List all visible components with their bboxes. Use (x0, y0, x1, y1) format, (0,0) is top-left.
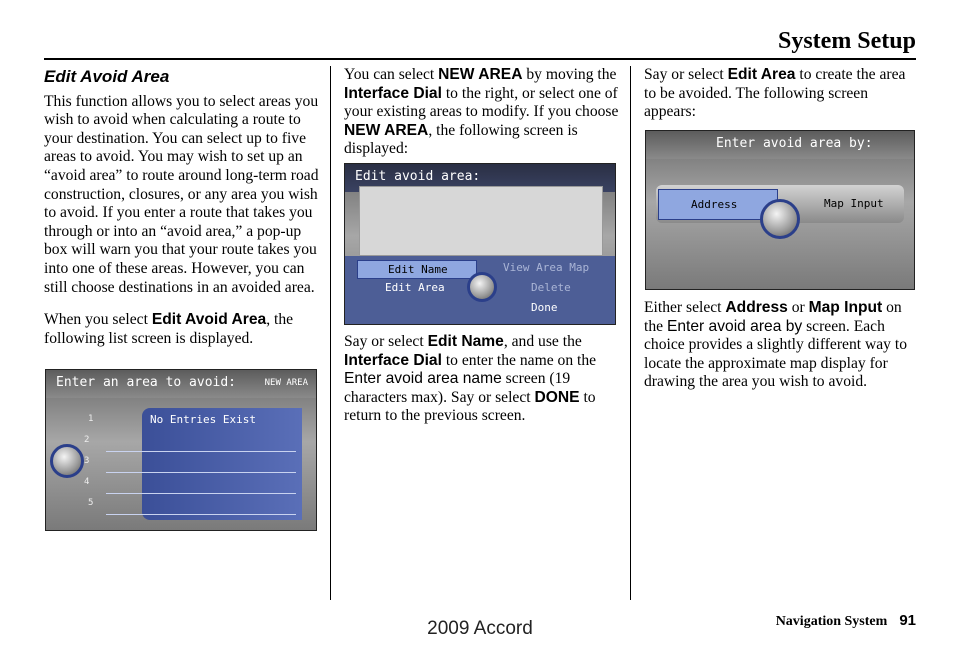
paragraph-intro: This function allows you to select areas you wish to avoid when calculating a route to your destination. You can select up to five areas to avoid. You may wish to set up an “avoid area” to route around long-term road construction, closures, or any area you wish to avoid. If you enter a route that takes you through or into an “avoid area,” a pop-up box will warn you that your route takes you into one of these areas. However, you can still choose destinations in an avoided area. (44, 92, 319, 296)
paragraph-edit-name: Say or select Edit Name, and use the Interface Dial to enter the name on the Enter avoid area name screen (19 characters max). Say or select DONE to return to the previous screen. (344, 333, 597, 425)
page-header: System Setup (777, 28, 916, 54)
screen-enter-avoid-area-by (645, 130, 915, 290)
interface-dial-icon (467, 272, 497, 302)
row-number: 3 (84, 456, 90, 466)
paragraph-edit-area: Say or select Edit Area to create the area to be avoided. The following screen appears: (644, 66, 906, 121)
screen2-title: Edit avoid area: (355, 169, 481, 184)
list-row-line (106, 493, 296, 494)
list-row-line (106, 451, 296, 452)
list-row-line (106, 514, 296, 515)
row-number: 5 (88, 498, 94, 508)
view-area-map-button[interactable]: View Area Map (503, 261, 590, 274)
screen-enter-area-to-avoid (45, 369, 317, 531)
screen1-row-1[interactable]: No Entries Exist (150, 413, 256, 426)
paragraph-address-map: Either select Address or Map Input on the Enter avoid area by screen. Each choice provides a slightly different way to locate the approximate map display for drawing the area you wish to avoid. (644, 299, 907, 391)
column-divider-2 (630, 66, 631, 600)
section-heading: Edit Avoid Area (44, 67, 170, 86)
edit-area-button[interactable]: Edit Area (385, 281, 445, 294)
interface-dial-icon (760, 199, 800, 239)
screen-edit-avoid-area (344, 163, 616, 325)
interface-dial-icon (50, 444, 84, 478)
column-3 (644, 66, 916, 136)
column-3-lower (644, 299, 916, 406)
column-2-lower (344, 333, 620, 440)
new-area-button[interactable]: NEW AREA (264, 378, 308, 388)
screen2-name-box (359, 186, 603, 256)
page-footer: Navigation System 91 (775, 612, 916, 629)
column-divider-1 (330, 66, 331, 600)
map-input-button[interactable]: Map Input (824, 197, 884, 210)
column-2 (344, 66, 620, 173)
edit-name-button[interactable]: Edit Name (357, 260, 477, 279)
screen1-title: Enter an area to avoid: (56, 375, 237, 390)
delete-button[interactable]: Delete (531, 281, 571, 294)
watermark: 2009 Accord (427, 618, 533, 639)
header-rule (44, 58, 916, 60)
screen3-title: Enter avoid area by: (716, 136, 873, 151)
column-1 (44, 66, 320, 362)
address-button[interactable]: Address (658, 189, 778, 220)
page-number: 91 (899, 612, 916, 629)
row-number: 4 (84, 477, 90, 487)
done-button[interactable]: Done (531, 301, 558, 314)
paragraph-new-area: You can select NEW AREA by moving the Interface Dial to the right, or select one of your existing areas to modify. If you choose NEW AREA, the following screen is displayed: (344, 66, 619, 158)
row-number: 1 (88, 414, 94, 424)
list-row-line (106, 472, 296, 473)
row-number: 2 (84, 435, 90, 445)
paragraph-list-screen: When you select Edit Avoid Area, the following list screen is displayed. (44, 311, 294, 347)
